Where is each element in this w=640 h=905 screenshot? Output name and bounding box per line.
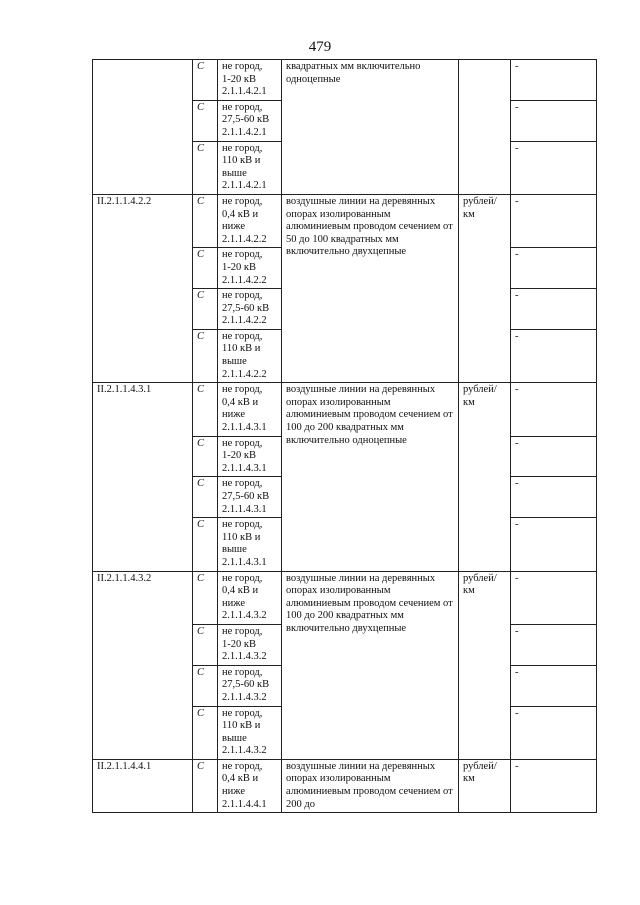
unit-cell: рублей/ км [459,383,511,571]
category-cell: С [193,624,218,665]
location-line: не город, [222,249,263,261]
location-voltage-cell [218,383,282,436]
location-voltage-cell [218,477,282,518]
rate-value: - [511,706,597,759]
location-line: выше [222,356,247,368]
location-voltage-cell [218,100,282,141]
line-description: квадратных мм включительно одноцепные [282,60,459,195]
location-line: не город, [222,572,263,584]
location-line: не город, [222,437,263,449]
location-line: не город, [222,707,263,719]
location-voltage-cell [218,289,282,330]
line-description: воздушные линии на деревянных опорах изолированным алюминиевым проводом сечением от 100 до 200 квадратных мм включительно двухцепные [282,571,459,759]
location-line: ниже [222,409,246,421]
location-line: ниже [222,786,246,798]
rate-value: - [511,329,597,382]
category-cell: С [193,194,218,247]
category-cell: С [193,289,218,330]
location-line: не город, [222,101,263,113]
rate-value: - [511,60,597,101]
table-row [93,60,597,101]
item-code: II.2.1.1.4.4.1 [93,759,193,812]
location-line: 2.1.1.4.2.1 [222,180,267,192]
location-line: 2.1.1.4.3.2 [222,745,267,757]
rate-value: - [511,194,597,247]
location-line: 27,5-60 кВ [222,679,270,691]
location-voltage-cell [218,329,282,382]
location-line: 2.1.1.4.3.1 [222,556,267,568]
location-line: не город, [222,666,263,678]
table-row [93,383,597,436]
location-line: выше [222,732,247,744]
location-line: 110 кВ и [222,155,261,167]
rate-value: - [511,289,597,330]
rate-value: - [511,436,597,477]
category-cell: С [193,100,218,141]
category-cell: С [193,571,218,624]
location-line: 0,4 кВ и [222,585,259,597]
location-line: 110 кВ и [222,720,261,732]
location-line: 0,4 кВ и [222,208,259,220]
unit-cell [459,60,511,195]
category-cell: С [193,329,218,382]
location-voltage-cell [218,60,282,101]
location-line: 110 кВ и [222,531,261,543]
category-cell: С [193,248,218,289]
location-line: 2.1.1.4.4.1 [222,798,267,810]
table-row [93,759,597,812]
category-cell: С [193,706,218,759]
location-voltage-cell [218,665,282,706]
location-voltage-cell [218,571,282,624]
rate-value: - [511,759,597,812]
category-cell: С [193,60,218,101]
location-line: 2.1.1.4.3.1 [222,503,267,515]
unit-cell: рублей/ км [459,759,511,812]
location-line: 2.1.1.4.2.1 [222,86,267,98]
item-code: II.2.1.1.4.3.1 [93,383,193,571]
unit-cell: рублей/ км [459,194,511,382]
location-line: не город, [222,195,263,207]
location-voltage-cell [218,706,282,759]
location-line: не город, [222,478,263,490]
category-cell: С [193,141,218,194]
location-line: 1-20 кВ [222,261,256,273]
location-line: не город, [222,625,263,637]
location-line: ниже [222,597,246,609]
category-cell: С [193,383,218,436]
location-line: не город, [222,384,263,396]
location-line: выше [222,544,247,556]
location-line: 2.1.1.4.3.2 [222,610,267,622]
location-line: 27,5-60 кВ [222,114,270,126]
unit-cell: рублей/ км [459,571,511,759]
location-line: выше [222,167,247,179]
line-description: воздушные линии на деревянных опорах изолированным алюминиевым проводом сечением от 50 до 100 квадратных мм включительно двухцепные [282,194,459,382]
rate-value: - [511,518,597,571]
location-voltage-cell [218,141,282,194]
category-cell: С [193,518,218,571]
location-line: 110 кВ и [222,343,261,355]
location-line: не город, [222,330,263,342]
page-number: 479 [308,39,332,55]
location-line: 27,5-60 кВ [222,302,270,314]
location-line: 2.1.1.4.2.1 [222,126,267,138]
location-line: 2.1.1.4.3.1 [222,422,267,434]
rate-value: - [511,141,597,194]
location-line: 0,4 кВ и [222,773,259,785]
location-line: не город, [222,142,263,154]
rate-value: - [511,100,597,141]
location-line: 1-20 кВ [222,638,256,650]
location-line: 2.1.1.4.2.2 [222,368,267,380]
location-voltage-cell [218,518,282,571]
table-row [93,571,597,624]
line-description: воздушные линии на деревянных опорах изолированным алюминиевым проводом сечением от 200 до [282,759,459,812]
tariff-table [92,59,597,813]
category-cell: С [193,477,218,518]
location-line: 2.1.1.4.3.2 [222,651,267,663]
location-voltage-cell [218,759,282,812]
tariff-table-body [93,60,597,813]
location-line: не город, [222,760,263,772]
location-voltage-cell [218,194,282,247]
location-line: не город, [222,290,263,302]
location-line: ниже [222,221,246,233]
rate-value: - [511,624,597,665]
location-line: 2.1.1.4.2.2 [222,233,267,245]
category-cell: С [193,759,218,812]
table-row [93,194,597,247]
item-code: II.2.1.1.4.3.2 [93,571,193,759]
location-line: не город, [222,519,263,531]
category-cell: С [193,665,218,706]
rate-value: - [511,571,597,624]
rate-value: - [511,665,597,706]
location-voltage-cell [218,436,282,477]
location-line: не город, [222,61,263,72]
location-line: 0,4 кВ и [222,396,259,408]
location-line: 2.1.1.4.2.2 [222,274,267,286]
rate-value: - [511,248,597,289]
location-line: 2.1.1.4.2.2 [222,315,267,327]
location-line: 27,5-60 кВ [222,491,270,502]
location-line: 2.1.1.4.3.2 [222,691,267,703]
item-code [93,60,193,195]
location-line: 1-20 кВ [222,73,256,85]
rate-value: - [511,477,597,518]
location-voltage-cell [218,624,282,665]
location-line: 2.1.1.4.3.1 [222,462,267,474]
rate-value: - [511,383,597,436]
location-line: 1-20 кВ [222,450,256,462]
item-code: II.2.1.1.4.2.2 [93,194,193,382]
location-voltage-cell [218,248,282,289]
category-cell: С [193,436,218,477]
line-description: воздушные линии на деревянных опорах изолированным алюминиевым проводом сечением от 100 до 200 квадратных мм включительно одноцепные [282,383,459,571]
